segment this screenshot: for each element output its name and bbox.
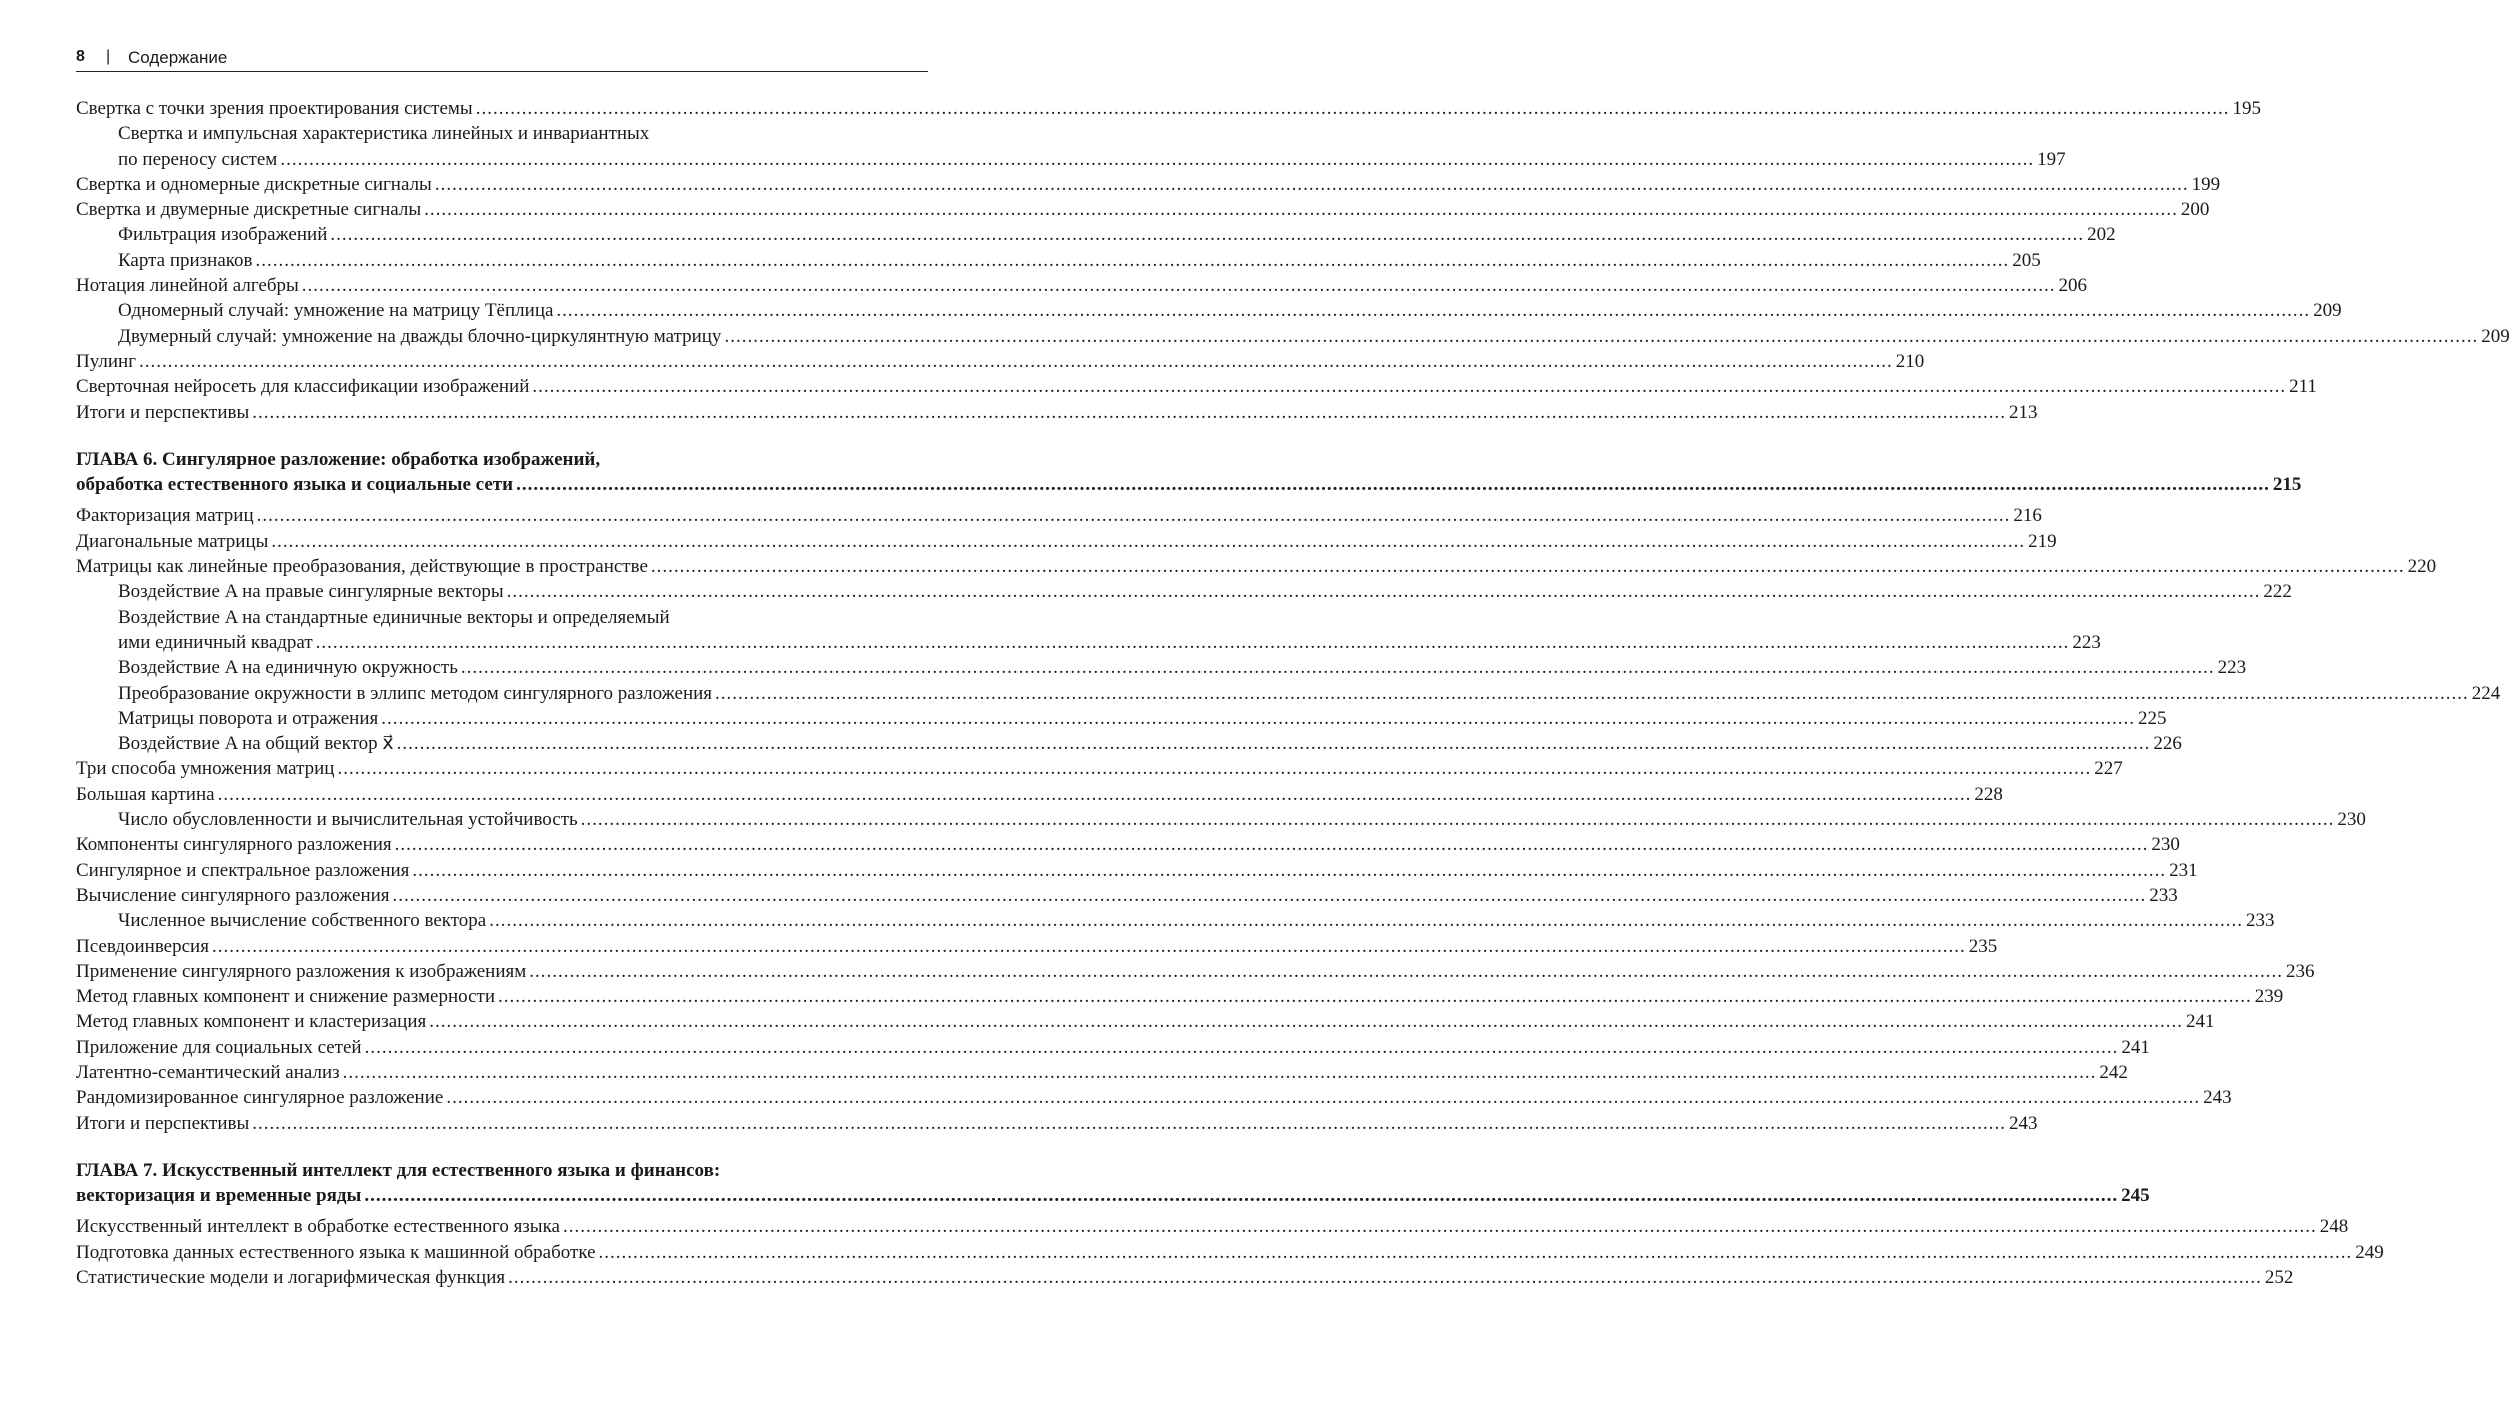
toc-entry[interactable] [76,883,2178,908]
toc-entry[interactable] [76,298,2342,323]
toc-entry-page: 223 [2072,631,2101,653]
dot-leader [498,984,2252,1009]
toc-entry-page: 213 [2008,401,2038,423]
toc-entry-title: Нотация линейной алгебры [76,275,299,297]
dot-leader [302,273,2056,298]
toc-entry-page: 209 [2313,300,2342,322]
toc-entry-page: 233 [2149,884,2178,906]
chapter-title-line2 [76,1183,2150,1208]
toc-entry[interactable] [76,1111,2038,1136]
toc-entry-page: 226 [2153,733,2182,755]
toc-entry-title: Преобразование окружности в эллипс методом сингулярного разложения [118,682,713,704]
chapter-6-heading[interactable] [76,447,2302,498]
dot-leader [316,630,2070,655]
toc-entry-title: Карта признаков [118,249,253,271]
toc-entry-first-line: Воздействие A на стандартные единичные векторы и определяемый [118,606,670,628]
toc-entry-page: 219 [2028,530,2057,552]
toc-entry-first-line: Свертка и импульсная характеристика линейных и инвариантных [118,123,650,145]
chapter-title-text: обработка естественного языка и социальные сети [76,474,514,496]
toc-entry-page: 230 [2337,809,2366,831]
header-title: Содержание [128,48,228,67]
toc-entry-title: Воздействие A на правые сингулярные векторы [118,581,504,603]
toc-entry[interactable] [76,273,2088,298]
toc-entry[interactable] [76,832,2180,857]
toc-entry-page: 206 [2058,275,2088,297]
dot-leader [599,1240,2353,1265]
toc-entry-title: Итоги и перспективы [76,1112,250,1134]
toc-entry-title: Свертка с точки зрения проектирования системы [76,98,473,119]
toc-entry[interactable] [76,630,2101,655]
toc-entry-page: 199 [2191,173,2221,195]
dot-leader [330,222,2084,247]
toc-entry-page: 249 [2355,1241,2384,1263]
chapter-page-number: 215 [2272,474,2302,496]
toc-entry[interactable] [76,400,2038,425]
toc-entry-title: Число обусловленности и вычислительная устойчивость [118,809,578,831]
toc-entry[interactable] [76,1009,2215,1034]
chapter-title-line2 [76,472,2302,497]
toc-entry[interactable] [76,731,2182,756]
toc-entry-page: 205 [2012,249,2041,271]
toc-entry-page: 211 [2289,376,2317,398]
toc-entry-title: Матрицы как линейные преобразования, действующие в пространстве [76,556,648,578]
toc-entry-title: Пулинг [76,350,136,372]
dot-leader [364,1183,2118,1208]
toc-entry-title: Приложение для социальных сетей [76,1036,362,1058]
toc-entry-title: Сверточная нейросеть для классификации изображений [76,376,530,398]
dot-leader [507,579,2261,604]
toc-entry[interactable] [76,681,2501,706]
toc-entry-page: 216 [2013,505,2042,527]
toc-entry-title: Метод главных компонент и кластеризация [76,1011,427,1033]
dot-leader [337,756,2091,781]
dot-leader [365,1035,2119,1060]
toc-entry-page: 241 [2121,1036,2150,1058]
toc-entry-title: Латентно-семантический анализ [76,1061,340,1083]
dot-leader [343,1060,2097,1085]
toc-entry-title: Статистические модели и логарифмическая функция [76,1267,506,1289]
toc-entry[interactable] [76,503,2042,528]
toc-entry[interactable] [76,1214,2349,1239]
toc-entry-title: Итоги и перспективы [76,401,250,423]
toc-entry[interactable] [76,858,2198,883]
toc-entry-page: 222 [2263,581,2292,603]
toc-entry-title: Применение сингулярного разложения к изображениям [76,960,527,982]
toc-entry-title: Искусственный интеллект в обработке естественного языка [76,1216,560,1238]
dot-leader [532,374,2286,399]
chapter-title-text: векторизация и временные ряды [76,1185,362,1207]
dot-leader [724,324,2478,349]
dot-leader [489,908,2243,933]
chapter-title-line1: ГЛАВА 7. Искусственный интеллект для естественного языка и финансов: [76,1159,721,1181]
toc-entry[interactable] [76,756,2123,781]
toc-entry[interactable] [76,706,2167,731]
dot-leader [271,529,2025,554]
toc-entry-page: 220 [2407,556,2437,578]
dot-leader [508,1265,2262,1290]
toc-entry[interactable] [76,349,1925,374]
toc-entry[interactable] [76,554,2437,579]
dot-leader [395,832,2149,857]
toc-entry[interactable] [76,197,2210,222]
toc-entry-page: 248 [2319,1216,2349,1238]
toc-entry[interactable] [76,1035,2150,1060]
toc-entry-title: ими единичный квадрат [118,631,313,653]
dot-leader [381,706,2135,731]
toc-entry-title: по переносу систем [118,148,278,170]
toc-entry-page: 200 [2180,199,2210,221]
table-of-contents [76,96,2510,1290]
dot-leader [252,1111,2006,1136]
toc-entry-title: Вычисление сингулярного разложения [76,884,390,906]
toc-entry-page: 197 [2037,148,2066,170]
dot-leader [412,858,2166,883]
toc-entry-page: 209 [2481,325,2510,347]
dot-leader [393,883,2147,908]
toc-entry[interactable] [76,655,2247,680]
dot-leader [435,172,2189,197]
toc-entry-title: Рандомизированное сингулярное разложение [76,1087,444,1109]
toc-entry-page: 224 [2471,682,2501,704]
dot-leader [581,807,2335,832]
toc-entry-title: Фильтрация изображений [118,224,328,246]
toc-entry-title: Три способа умножения матриц [76,758,335,780]
dot-leader [715,681,2469,706]
dot-leader [280,147,2034,172]
toc-entry-title: Псевдоинверсия [76,935,209,957]
toc-entry-page: 243 [2203,1087,2232,1109]
toc-entry-title: Двумерный случай: умножение на дважды блочно-циркулянтную матрицу [118,325,722,347]
dot-leader [252,400,2006,425]
dot-leader [563,1214,2317,1239]
toc-entry-title: Факторизация матриц [76,505,254,527]
running-header [76,44,928,72]
dot-leader [476,96,2230,121]
toc-entry-title: Свертка и одномерные дискретные сигналы [76,173,432,195]
dot-leader [529,959,2283,984]
toc-entry-page: 195 [2232,98,2261,119]
toc-entry-title: Численное вычисление собственного вектора [118,910,487,932]
toc-entry-title: Диагональные матрицы [76,530,269,552]
toc-entry-page: 228 [1974,783,2003,805]
toc-entry-title: Подготовка данных естественного языка к машинной обработке [76,1241,596,1263]
toc-entry-page: 227 [2094,758,2123,780]
dot-leader [218,782,1972,807]
dot-leader [257,503,2011,528]
dot-leader [212,934,1966,959]
toc-entry[interactable] [76,96,2261,121]
toc-entry[interactable] [76,908,2275,933]
dot-leader [446,1085,2200,1110]
toc-entry-page: 231 [2169,859,2198,881]
chapter-7-heading[interactable] [76,1158,2150,1209]
chapter-title-line1: ГЛАВА 6. Сингулярное разложение: обработка изображений, [76,448,601,470]
toc-block-chapter6 [76,503,2501,1135]
toc-entry-page: 236 [2286,960,2315,982]
toc-entry[interactable] [76,529,2057,554]
toc-entry[interactable] [76,1060,2128,1085]
toc-block-chapter5-tail [76,96,2510,425]
dot-leader [256,248,2010,273]
dot-leader [424,197,2178,222]
toc-entry[interactable] [76,222,2116,247]
toc-entry[interactable] [76,984,2284,1009]
toc-entry-page: 223 [2217,657,2247,679]
toc-entry[interactable] [76,374,2317,399]
toc-entry-page: 243 [2008,1112,2038,1134]
toc-entry[interactable] [76,1085,2232,1110]
toc-entry-title: Одномерный случай: умножение на матрицу Тёплица [118,300,554,322]
dot-leader [461,655,2215,680]
toc-entry-page: 252 [2264,1267,2294,1289]
toc-entry-page: 233 [2246,910,2275,932]
dot-leader [556,298,2310,323]
toc-entry-page: 230 [2151,834,2180,856]
toc-entry[interactable] [76,1265,2294,1290]
toc-entry-page: 202 [2087,224,2116,246]
toc-entry-page: 210 [1895,350,1925,372]
toc-entry[interactable] [76,782,2003,807]
toc-entry[interactable] [76,1240,2384,1265]
toc-entry[interactable] [76,248,2041,273]
toc-entry[interactable] [76,934,1998,959]
toc-entry[interactable] [76,147,2066,172]
toc-entry[interactable] [76,807,2366,832]
dot-leader [139,349,1893,374]
page-number: 8 [76,48,85,65]
toc-entry[interactable] [76,579,2292,604]
toc-entry-page: 239 [2254,986,2284,1008]
toc-entry-title: Сингулярное и спектральное разложения [76,859,410,881]
toc-entry-title: Метод главных компонент и снижение размерности [76,986,496,1008]
toc-entry-title: Большая картина [76,783,215,805]
dot-leader [397,731,2151,756]
dot-leader [429,1009,2183,1034]
dot-leader [651,554,2405,579]
toc-entry-page: 235 [1968,935,1998,957]
toc-entry-title: Воздействие A на общий вектор x⃗ [118,733,394,755]
toc-entry-title: Свертка и двумерные дискретные сигналы [76,199,422,221]
toc-entry-page: 225 [2137,707,2167,729]
dot-leader [516,472,2270,497]
toc-entry-title: Воздействие A на единичную окружность [118,657,458,679]
toc-entry[interactable] [76,959,2315,984]
toc-entry-page: 241 [2185,1011,2215,1033]
chapter-page-number: 245 [2121,1185,2150,1207]
toc-entry-title: Компоненты сингулярного разложения [76,834,392,856]
toc-block-chapter7 [76,1214,2384,1290]
toc-entry[interactable] [76,324,2510,349]
toc-entry-title: Матрицы поворота и отражения [118,707,379,729]
header-separator: | [106,48,111,65]
toc-entry[interactable] [76,172,2221,197]
toc-entry-page: 242 [2099,1061,2128,1083]
